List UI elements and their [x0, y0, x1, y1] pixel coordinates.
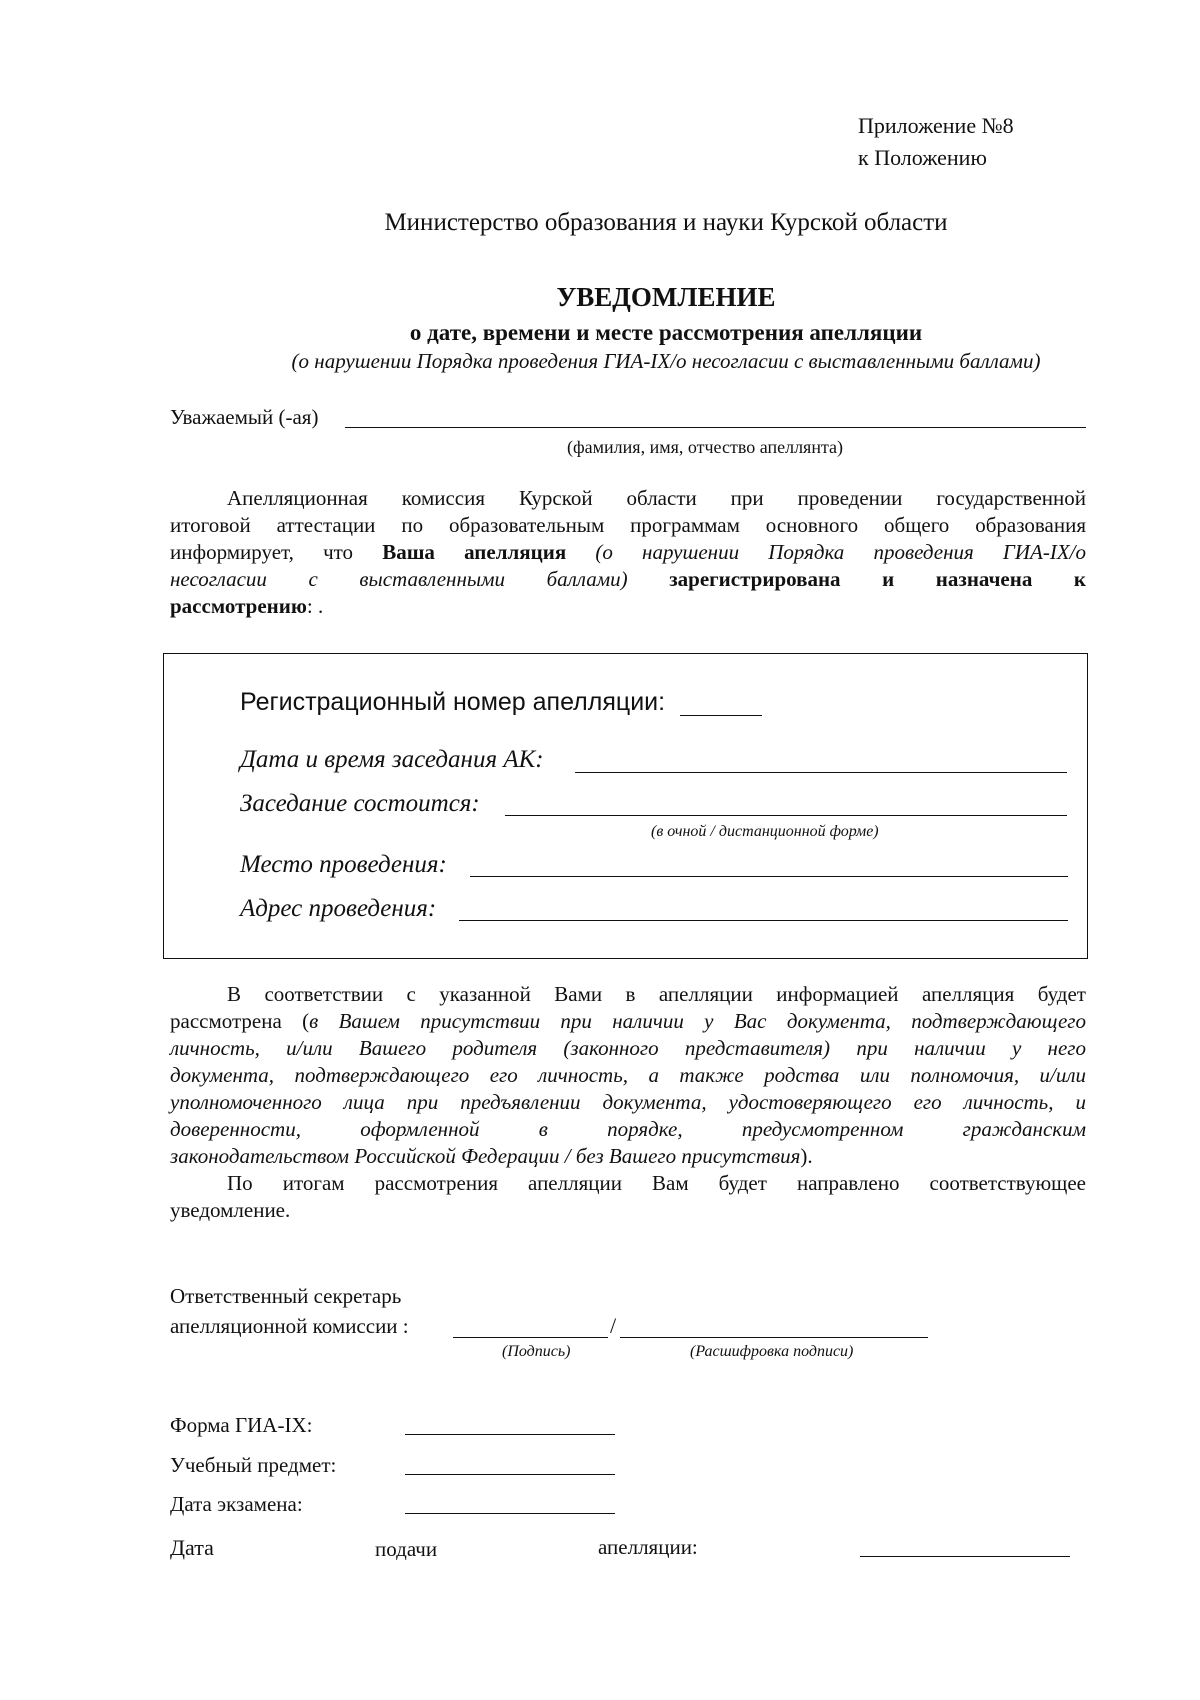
body-line-3: личность, и/или Вашего родителя (законного представителя) при наличии у него	[170, 1036, 1086, 1060]
exam-date-label: Дата экзамена:	[170, 1492, 303, 1516]
submit-date-line[interactable]	[860, 1556, 1070, 1557]
appendix-reference: к Положению	[858, 145, 987, 170]
reg-number-label: Регистрационный номер апелляции:	[240, 688, 666, 716]
intro-italic: (о нарушении Порядка проведения ГИА-IX/о	[595, 540, 1086, 564]
intro-bold: Ваша апелляция	[382, 540, 567, 564]
body-line-5: уполномоченного лица при предъявлении документа, удостоверяющего его личность, и	[170, 1090, 1086, 1114]
greeting-label: Уважаемый (-ая)	[170, 405, 319, 429]
body-line-8: По итогам рассмотрения апелляции Вам будет направлено соответствующее	[227, 1171, 1086, 1195]
body-plain: рассмотрена (	[170, 1009, 310, 1033]
body-line-4: документа, подтверждающего его личность, а также родства или полномочия, и/или	[170, 1063, 1086, 1087]
intro-line-4	[170, 566, 1086, 593]
meeting-line[interactable]	[505, 815, 1067, 816]
body-line-7	[170, 1143, 1086, 1170]
body-italic: в Вашем присутствии при наличии у Вас документа, подтверждающего	[309, 1009, 1086, 1033]
commission-label: апелляционной комиссии :	[170, 1314, 409, 1338]
body-paragraph-1	[170, 981, 1086, 1224]
place-label: Место проведения:	[240, 851, 447, 878]
intro-paragraph	[170, 485, 1086, 620]
place-line[interactable]	[470, 876, 1068, 877]
date-time-line[interactable]	[575, 772, 1067, 773]
intro-line-2: итоговой аттестации по образовательным программам основного общего образования	[170, 513, 1086, 537]
notice-title: УВЕДОМЛЕНИЕ	[556, 282, 776, 312]
body-line-6: доверенности, оформленной в порядке, предусмотренном гражданским	[170, 1117, 1086, 1141]
form-label: Форма ГИА-IX:	[170, 1413, 313, 1437]
reg-number-line[interactable]	[680, 715, 762, 716]
intro-bold-2: зарегистрирована и назначена к	[669, 567, 1087, 591]
meeting-hint: (в очной / дистанционной форме)	[651, 823, 879, 840]
greeting-hint: (фамилия, имя, отчество апеллянта)	[567, 437, 844, 457]
subject-label: Учебный предмет:	[170, 1453, 337, 1477]
signature-line[interactable]	[453, 1337, 608, 1338]
meeting-label: Заседание состоится:	[240, 790, 480, 817]
submit-date-word-3: апелляции:	[598, 1535, 698, 1559]
intro-line-3	[170, 539, 1086, 566]
submit-date-word-1: Дата	[170, 1535, 214, 1560]
submit-date-word-2: подачи	[375, 1537, 438, 1561]
body-end: ).	[800, 1144, 813, 1168]
exam-date-line[interactable]	[405, 1513, 615, 1514]
form-line[interactable]	[405, 1434, 615, 1435]
body-italic-end: законодательством Российской Федерации / без Вашего присутствия	[170, 1144, 801, 1168]
signature-hint: (Подпись)	[502, 1343, 571, 1360]
intro-plain: информирует, что	[170, 540, 354, 564]
signature-decode-line[interactable]	[620, 1337, 928, 1338]
subject-line[interactable]	[405, 1474, 615, 1475]
intro-bold-3: рассмотрению	[170, 594, 307, 618]
body-line-9: уведомление.	[170, 1198, 291, 1222]
address-label: Адрес проведения:	[240, 895, 437, 922]
notice-subtitle: о дате, времени и месте рассмотрения апелляции	[409, 320, 923, 345]
address-line[interactable]	[459, 920, 1068, 921]
intro-line-5	[170, 593, 1086, 620]
intro-end: : .	[306, 594, 324, 618]
signature-slash: /	[610, 1313, 617, 1338]
date-time-label: Дата и время заседания АК:	[240, 746, 544, 773]
ministry-name: Министерство образования и науки Курской области	[384, 209, 948, 236]
secretary-title: Ответственный секретарь	[170, 1284, 402, 1308]
body-line-1: В соответствии с указанной Вами в апелляции информацией апелляция будет	[227, 982, 1086, 1006]
appendix-number: Приложение №8	[858, 113, 1014, 138]
notice-subtitle-note: (о нарушении Порядка проведения ГИА-IX/о несогласии с выставленными баллами)	[291, 349, 1041, 373]
intro-italic-2: несогласии с выставленными баллами)	[170, 567, 628, 591]
signature-decode-hint: (Расшифровка подписи)	[690, 1343, 854, 1360]
greeting-name-line[interactable]	[345, 427, 1086, 428]
body-line-2	[170, 1008, 1086, 1035]
intro-line-1: Апелляционная комиссия Курской области при проведении государственной	[227, 486, 1086, 510]
